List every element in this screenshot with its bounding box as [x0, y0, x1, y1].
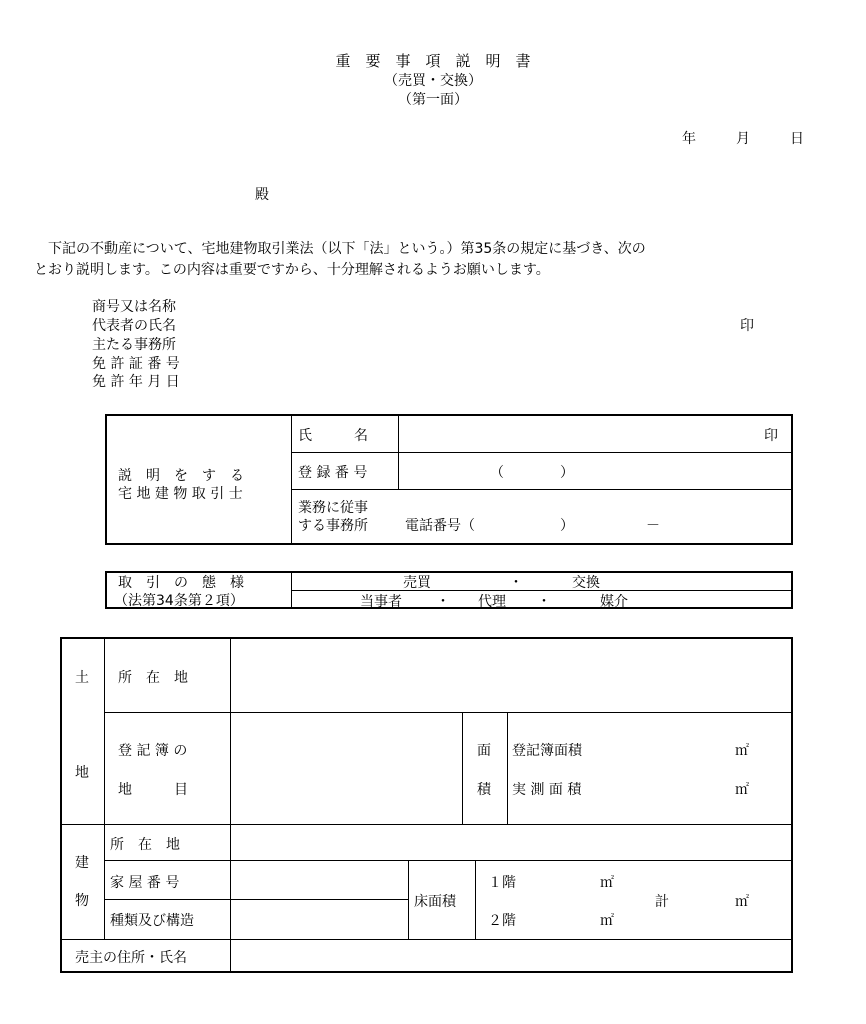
measured-area-unit: ㎡	[735, 782, 749, 798]
document-subtitle-transaction: （売買・交換）	[384, 73, 482, 89]
agent-phone-label: 電話番号（	[405, 518, 475, 534]
agent-phone-close: ）	[560, 518, 574, 534]
registry-area-label: 登記簿面積	[512, 743, 582, 759]
floor-2-label: ２階	[488, 913, 516, 929]
floor-2-unit: ㎡	[600, 913, 614, 929]
land-location-label: 所 在 地	[118, 670, 188, 686]
land-label-char-2: 地	[75, 765, 89, 781]
intro-line-1: 下記の不動産について、宅地建物取引業法（以下「法」という。）第35条の規定に基づき、次の	[34, 241, 646, 257]
date-year: 年	[682, 131, 696, 147]
building-label-char-2: 物	[75, 893, 89, 909]
floor-1-label: １階	[488, 875, 516, 891]
agent-registration-label: 登 録 番 号	[298, 465, 368, 481]
agent-phone-dash: －	[646, 518, 660, 534]
floor-total-label: 計	[655, 894, 669, 910]
agent-office-label-1: 業務に従事	[298, 500, 368, 516]
transaction-option-sale: 売買	[403, 575, 431, 591]
floor-total-unit: ㎡	[735, 894, 749, 910]
agent-seal: 印	[764, 428, 778, 444]
document-subtitle-page: （第一面）	[398, 92, 468, 108]
transaction-option-party: 当事者	[360, 594, 402, 610]
agent-name-label: 氏 名	[298, 428, 368, 444]
company-label-name: 商号又は名称	[92, 299, 176, 315]
document-title: 重 要 事 項 説 明 書	[335, 52, 531, 70]
land-registry-category-label-2: 地 目	[118, 782, 188, 798]
transaction-label-2: （法第34条第２項）	[114, 593, 244, 609]
type-structure-label: 種類及び構造	[110, 913, 194, 929]
company-label-license-date: 免 許 年 月 日	[92, 374, 180, 390]
company-label-license-no: 免 許 証 番 号	[92, 356, 180, 372]
company-label-representative: 代表者の氏名	[92, 318, 176, 334]
floor-area-label: 床面積	[414, 894, 456, 910]
land-registry-category-label-1: 登 記 簿 の	[118, 743, 188, 759]
agent-office-label-2: する事務所	[298, 518, 368, 534]
building-location-label: 所 在 地	[110, 837, 180, 853]
transaction-separator: ・	[537, 594, 551, 610]
transaction-label-1: 取 引 の 態 様	[118, 575, 244, 591]
measured-area-label: 実 測 面 積	[512, 782, 582, 798]
transaction-option-agent: 代理	[478, 594, 506, 610]
company-label-office: 主たる事務所	[92, 337, 176, 353]
transaction-separator: ・	[509, 575, 523, 591]
registry-area-unit: ㎡	[735, 743, 749, 759]
building-label-char-1: 建	[75, 855, 89, 871]
addressee-suffix: 殿	[255, 187, 269, 203]
date-day: 日	[790, 131, 804, 147]
floor-1-unit: ㎡	[600, 875, 614, 891]
transaction-option-exchange: 交換	[572, 575, 600, 591]
company-seal: 印	[740, 318, 754, 334]
transaction-option-broker: 媒介	[600, 594, 628, 610]
intro-line-2: とおり説明します。この内容は重要ですから、十分理解されるようお願いします。	[34, 262, 550, 278]
agent-role-line-2: 宅 地 建 物 取 引 士	[118, 486, 243, 502]
transaction-separator: ・	[436, 594, 450, 610]
agent-role-line-1: 説 明 を す る	[118, 468, 244, 484]
area-label-char-2: 積	[477, 782, 491, 798]
house-number-label: 家 屋 番 号	[110, 875, 180, 891]
agent-registration-value: （ ）	[490, 465, 574, 481]
date-month: 月	[736, 131, 750, 147]
seller-address-name-label: 売主の住所・氏名	[75, 950, 187, 966]
land-label-char-1: 土	[75, 670, 89, 686]
area-label-char-1: 面	[477, 743, 491, 759]
